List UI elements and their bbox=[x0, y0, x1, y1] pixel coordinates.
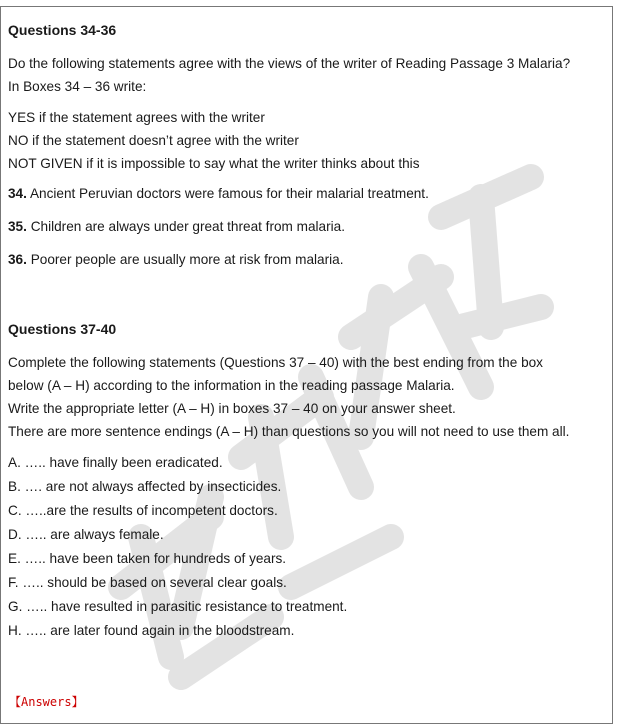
section1-instructions bbox=[8, 52, 612, 98]
option-h: H. ….. are later found again in the bloodstream. bbox=[8, 623, 295, 638]
instruction-line: Do the following statements agree with the views of the writer of Reading Passage 3 Malaria? bbox=[8, 56, 571, 71]
answers-link[interactable]: 【Answers】 bbox=[9, 695, 84, 709]
option-c: C. …..are the results of incompetent doctors. bbox=[8, 503, 278, 518]
ending-options bbox=[8, 451, 612, 643]
section2-heading: Questions 37-40 bbox=[8, 321, 117, 337]
option-d: D. ….. are always female. bbox=[8, 527, 164, 542]
question-text: Ancient Peruvian doctors were famous for their malarial treatment. bbox=[29, 186, 429, 201]
instruction-line: below (A – H) according to the information in the reading passage Malaria. bbox=[8, 378, 455, 393]
option-e: E. ….. have been taken for hundreds of years. bbox=[8, 551, 287, 566]
section1-heading: Questions 34-36 bbox=[8, 22, 117, 38]
section2-instructions bbox=[8, 351, 612, 443]
question-text: Poorer people are usually more at risk from malaria. bbox=[30, 252, 344, 267]
question-36 bbox=[8, 251, 612, 269]
question-text: Children are always under great threat from malaria. bbox=[30, 219, 345, 234]
instruction-line: Complete the following statements (Questions 37 – 40) with the best ending from the box bbox=[8, 355, 543, 370]
key-line-yes: YES if the statement agrees with the writer bbox=[8, 110, 265, 125]
option-a: A. ….. have finally been eradicated. bbox=[8, 455, 223, 470]
option-f: F. ….. should be based on several clear goals. bbox=[8, 575, 287, 590]
document-content bbox=[1, 7, 612, 643]
question-35 bbox=[8, 218, 612, 236]
question-number: 36. bbox=[8, 252, 27, 267]
instruction-line: In Boxes 34 – 36 write: bbox=[8, 79, 147, 94]
key-line-not-given: NOT GIVEN if it is impossible to say what the writer thinks about this bbox=[8, 156, 420, 171]
document-page bbox=[0, 6, 613, 724]
key-line-no: NO if the statement doesn’t agree with the writer bbox=[8, 133, 299, 148]
section-gap bbox=[8, 284, 612, 320]
option-b: B. …. are not always affected by insecticides. bbox=[8, 479, 282, 494]
question-34 bbox=[8, 185, 612, 203]
answer-key bbox=[8, 106, 612, 175]
question-number: 35. bbox=[8, 219, 27, 234]
instruction-line: Write the appropriate letter (A – H) in boxes 37 – 40 on your answer sheet. bbox=[8, 401, 456, 416]
option-g: G. ….. have resulted in parasitic resistance to treatment. bbox=[8, 599, 348, 614]
question-number: 34. bbox=[8, 186, 27, 201]
question-list bbox=[8, 185, 612, 269]
instruction-line: There are more sentence endings (A – H) than questions so you will not need to use them all. bbox=[8, 424, 570, 439]
